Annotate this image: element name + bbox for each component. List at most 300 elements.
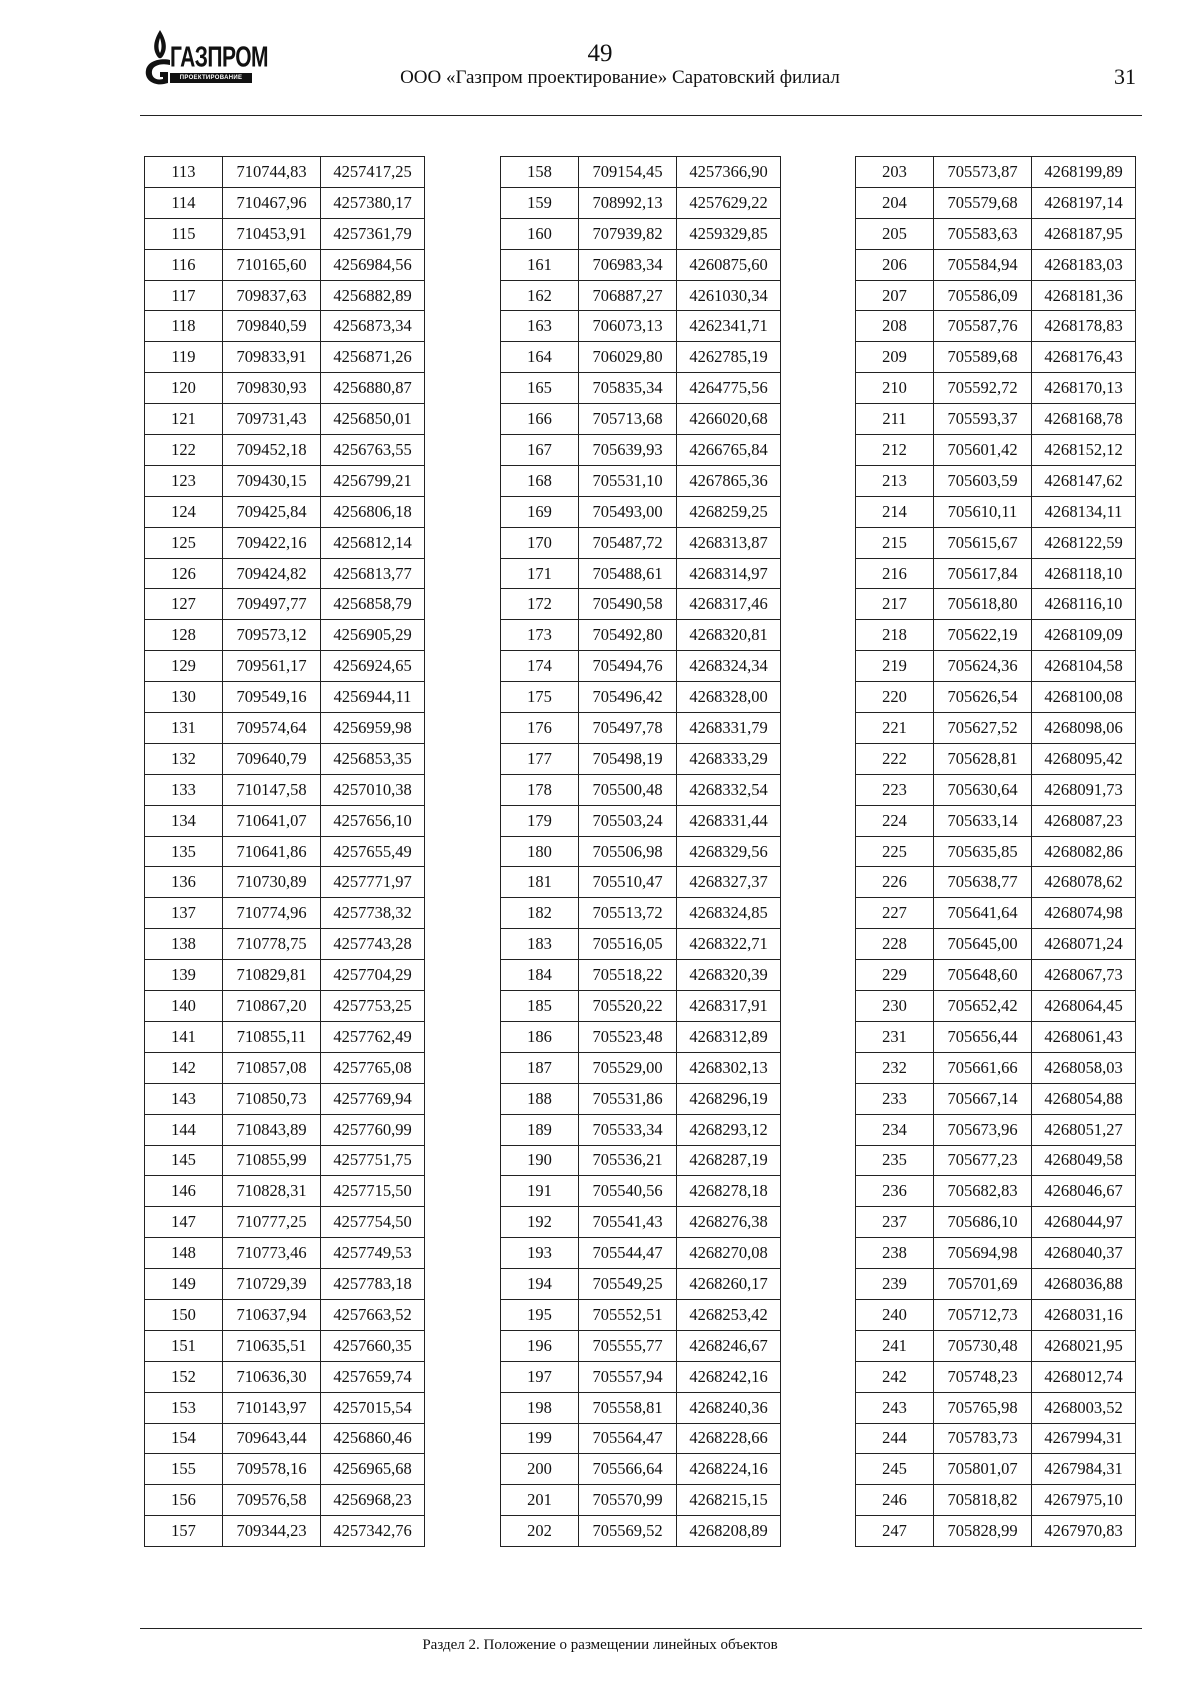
point-number-cell: 157 xyxy=(145,1516,223,1547)
table-row xyxy=(856,280,1136,311)
table-row xyxy=(145,743,425,774)
y-coordinate-cell: 4268183,03 xyxy=(1032,249,1136,280)
x-coordinate-cell: 705628,81 xyxy=(934,743,1032,774)
y-coordinate-cell: 4257753,25 xyxy=(321,991,425,1022)
x-coordinate-cell: 705493,00 xyxy=(579,496,677,527)
point-number-cell: 160 xyxy=(501,218,579,249)
point-number-cell: 223 xyxy=(856,774,934,805)
table-row xyxy=(501,1176,781,1207)
table-row xyxy=(501,187,781,218)
point-number-cell: 183 xyxy=(501,929,579,960)
x-coordinate-cell: 705622,19 xyxy=(934,620,1032,651)
y-coordinate-cell: 4268320,39 xyxy=(677,960,781,991)
gazprom-logo xyxy=(140,28,269,88)
table-row xyxy=(501,805,781,836)
point-number-cell: 219 xyxy=(856,651,934,682)
point-number-cell: 227 xyxy=(856,898,934,929)
y-coordinate-cell: 4268058,03 xyxy=(1032,1052,1136,1083)
x-coordinate-cell: 705639,93 xyxy=(579,435,677,466)
point-number-cell: 185 xyxy=(501,991,579,1022)
point-number-cell: 145 xyxy=(145,1145,223,1176)
point-number-cell: 247 xyxy=(856,1516,934,1547)
y-coordinate-cell: 4256880,87 xyxy=(321,373,425,404)
x-coordinate-cell: 710730,89 xyxy=(223,867,321,898)
point-number-cell: 140 xyxy=(145,991,223,1022)
x-coordinate-cell: 709497,77 xyxy=(223,589,321,620)
y-coordinate-cell: 4266020,68 xyxy=(677,404,781,435)
point-number-cell: 199 xyxy=(501,1423,579,1454)
x-coordinate-cell: 707939,82 xyxy=(579,218,677,249)
x-coordinate-cell: 709422,16 xyxy=(223,527,321,558)
table-row xyxy=(856,805,1136,836)
y-coordinate-cell: 4268324,85 xyxy=(677,898,781,929)
table-row xyxy=(856,1330,1136,1361)
x-coordinate-cell: 705516,05 xyxy=(579,929,677,960)
table-row xyxy=(856,1176,1136,1207)
table-row xyxy=(145,558,425,589)
table-row xyxy=(145,1238,425,1269)
table-row xyxy=(856,836,1136,867)
table-row xyxy=(501,1516,781,1547)
table-row xyxy=(501,620,781,651)
x-coordinate-cell: 705487,72 xyxy=(579,527,677,558)
x-coordinate-cell: 706887,27 xyxy=(579,280,677,311)
table-row xyxy=(856,1238,1136,1269)
y-coordinate-cell: 4268178,83 xyxy=(1032,311,1136,342)
table-row xyxy=(145,311,425,342)
y-coordinate-cell: 4268320,81 xyxy=(677,620,781,651)
point-number-cell: 228 xyxy=(856,929,934,960)
x-coordinate-cell: 710855,11 xyxy=(223,1021,321,1052)
table-row xyxy=(501,836,781,867)
y-coordinate-cell: 4268208,89 xyxy=(677,1516,781,1547)
point-number-cell: 240 xyxy=(856,1299,934,1330)
y-coordinate-cell: 4268215,15 xyxy=(677,1485,781,1516)
x-coordinate-cell: 709549,16 xyxy=(223,682,321,713)
point-number-cell: 146 xyxy=(145,1176,223,1207)
x-coordinate-cell: 705583,63 xyxy=(934,218,1032,249)
point-number-cell: 155 xyxy=(145,1454,223,1485)
table-row xyxy=(856,435,1136,466)
table-row xyxy=(856,991,1136,1022)
point-number-cell: 128 xyxy=(145,620,223,651)
y-coordinate-cell: 4256806,18 xyxy=(321,496,425,527)
point-number-cell: 173 xyxy=(501,620,579,651)
point-number-cell: 180 xyxy=(501,836,579,867)
x-coordinate-cell: 705498,19 xyxy=(579,743,677,774)
x-coordinate-cell: 709424,82 xyxy=(223,558,321,589)
table-row xyxy=(856,1145,1136,1176)
table-row xyxy=(145,496,425,527)
table-row xyxy=(856,960,1136,991)
y-coordinate-cell: 4256873,34 xyxy=(321,311,425,342)
y-coordinate-cell: 4257629,22 xyxy=(677,187,781,218)
y-coordinate-cell: 4268100,08 xyxy=(1032,682,1136,713)
point-number-cell: 221 xyxy=(856,713,934,744)
point-number-cell: 226 xyxy=(856,867,934,898)
y-coordinate-cell: 4257783,18 xyxy=(321,1269,425,1300)
x-coordinate-cell: 705518,22 xyxy=(579,960,677,991)
x-coordinate-cell: 709430,15 xyxy=(223,465,321,496)
y-coordinate-cell: 4266765,84 xyxy=(677,435,781,466)
point-number-cell: 212 xyxy=(856,435,934,466)
point-number-cell: 144 xyxy=(145,1114,223,1145)
y-coordinate-cell: 4257417,25 xyxy=(321,157,425,188)
point-number-cell: 139 xyxy=(145,960,223,991)
table-row xyxy=(145,249,425,280)
table-row xyxy=(856,218,1136,249)
x-coordinate-cell: 710828,31 xyxy=(223,1176,321,1207)
x-coordinate-cell: 709643,44 xyxy=(223,1423,321,1454)
table-row xyxy=(501,1238,781,1269)
table-row xyxy=(501,1299,781,1330)
y-coordinate-cell: 4257366,90 xyxy=(677,157,781,188)
point-number-cell: 236 xyxy=(856,1176,934,1207)
point-number-cell: 246 xyxy=(856,1485,934,1516)
point-number-cell: 187 xyxy=(501,1052,579,1083)
point-number-cell: 175 xyxy=(501,682,579,713)
y-coordinate-cell: 4268061,43 xyxy=(1032,1021,1136,1052)
y-coordinate-cell: 4268116,10 xyxy=(1032,589,1136,620)
x-coordinate-cell: 705510,47 xyxy=(579,867,677,898)
table-row xyxy=(856,311,1136,342)
table-row xyxy=(501,774,781,805)
x-coordinate-cell: 705712,73 xyxy=(934,1299,1032,1330)
x-coordinate-cell: 709344,23 xyxy=(223,1516,321,1547)
x-coordinate-cell: 705615,67 xyxy=(934,527,1032,558)
y-coordinate-cell: 4268049,58 xyxy=(1032,1145,1136,1176)
y-coordinate-cell: 4267994,31 xyxy=(1032,1423,1136,1454)
point-number-cell: 129 xyxy=(145,651,223,682)
y-coordinate-cell: 4268260,17 xyxy=(677,1269,781,1300)
point-number-cell: 220 xyxy=(856,682,934,713)
table-row xyxy=(145,589,425,620)
point-number-cell: 218 xyxy=(856,620,934,651)
y-coordinate-cell: 4268302,13 xyxy=(677,1052,781,1083)
x-coordinate-cell: 710147,58 xyxy=(223,774,321,805)
point-number-cell: 153 xyxy=(145,1392,223,1423)
x-coordinate-cell: 709452,18 xyxy=(223,435,321,466)
table-row xyxy=(856,342,1136,373)
y-coordinate-cell: 4268242,16 xyxy=(677,1361,781,1392)
table-row xyxy=(145,867,425,898)
table-row xyxy=(856,1485,1136,1516)
table-row xyxy=(145,342,425,373)
y-coordinate-cell: 4257361,79 xyxy=(321,218,425,249)
point-number-cell: 189 xyxy=(501,1114,579,1145)
y-coordinate-cell: 4268071,24 xyxy=(1032,929,1136,960)
point-number-cell: 241 xyxy=(856,1330,934,1361)
point-number-cell: 229 xyxy=(856,960,934,991)
y-coordinate-cell: 4256813,77 xyxy=(321,558,425,589)
x-coordinate-cell: 705570,99 xyxy=(579,1485,677,1516)
x-coordinate-cell: 706983,34 xyxy=(579,249,677,280)
x-coordinate-cell: 705549,25 xyxy=(579,1269,677,1300)
x-coordinate-cell: 705618,80 xyxy=(934,589,1032,620)
y-coordinate-cell: 4268098,06 xyxy=(1032,713,1136,744)
point-number-cell: 162 xyxy=(501,280,579,311)
y-coordinate-cell: 4268246,67 xyxy=(677,1330,781,1361)
x-coordinate-cell: 705492,80 xyxy=(579,620,677,651)
table-row xyxy=(501,743,781,774)
point-number-cell: 132 xyxy=(145,743,223,774)
y-coordinate-cell: 4268197,14 xyxy=(1032,187,1136,218)
x-coordinate-cell: 709833,91 xyxy=(223,342,321,373)
point-number-cell: 130 xyxy=(145,682,223,713)
table-row xyxy=(856,1083,1136,1114)
point-number-cell: 192 xyxy=(501,1207,579,1238)
x-coordinate-cell: 710855,99 xyxy=(223,1145,321,1176)
y-coordinate-cell: 4268322,71 xyxy=(677,929,781,960)
table-row xyxy=(856,1516,1136,1547)
coordinates-table-1 xyxy=(144,156,425,1547)
point-number-cell: 125 xyxy=(145,527,223,558)
y-coordinate-cell: 4268082,86 xyxy=(1032,836,1136,867)
y-coordinate-cell: 4268331,44 xyxy=(677,805,781,836)
point-number-cell: 204 xyxy=(856,187,934,218)
x-coordinate-cell: 705584,94 xyxy=(934,249,1032,280)
x-coordinate-cell: 705713,68 xyxy=(579,404,677,435)
table-row xyxy=(145,435,425,466)
x-coordinate-cell: 709573,12 xyxy=(223,620,321,651)
table-row xyxy=(501,898,781,929)
point-number-cell: 181 xyxy=(501,867,579,898)
y-coordinate-cell: 4268259,25 xyxy=(677,496,781,527)
y-coordinate-cell: 4259329,85 xyxy=(677,218,781,249)
x-coordinate-cell: 705496,42 xyxy=(579,682,677,713)
point-number-cell: 182 xyxy=(501,898,579,929)
x-coordinate-cell: 705555,77 xyxy=(579,1330,677,1361)
y-coordinate-cell: 4268313,87 xyxy=(677,527,781,558)
point-number-cell: 224 xyxy=(856,805,934,836)
table-row xyxy=(856,373,1136,404)
table-row xyxy=(856,465,1136,496)
x-coordinate-cell: 705566,64 xyxy=(579,1454,677,1485)
table-row xyxy=(501,713,781,744)
x-coordinate-cell: 705626,54 xyxy=(934,682,1032,713)
table-row xyxy=(856,1454,1136,1485)
y-coordinate-cell: 4256924,65 xyxy=(321,651,425,682)
x-coordinate-cell: 705677,23 xyxy=(934,1145,1032,1176)
y-coordinate-cell: 4268021,95 xyxy=(1032,1330,1136,1361)
table-row xyxy=(501,1330,781,1361)
y-coordinate-cell: 4268187,95 xyxy=(1032,218,1136,249)
y-coordinate-cell: 4268176,43 xyxy=(1032,342,1136,373)
x-coordinate-cell: 705506,98 xyxy=(579,836,677,867)
point-number-cell: 206 xyxy=(856,249,934,280)
table-row xyxy=(501,1114,781,1145)
table-row xyxy=(501,1392,781,1423)
x-coordinate-cell: 705630,64 xyxy=(934,774,1032,805)
point-number-cell: 202 xyxy=(501,1516,579,1547)
x-coordinate-cell: 705667,14 xyxy=(934,1083,1032,1114)
point-number-cell: 237 xyxy=(856,1207,934,1238)
y-coordinate-cell: 4268087,23 xyxy=(1032,805,1136,836)
x-coordinate-cell: 705627,52 xyxy=(934,713,1032,744)
y-coordinate-cell: 4268329,56 xyxy=(677,836,781,867)
point-number-cell: 235 xyxy=(856,1145,934,1176)
point-number-cell: 203 xyxy=(856,157,934,188)
x-coordinate-cell: 710850,73 xyxy=(223,1083,321,1114)
point-number-cell: 124 xyxy=(145,496,223,527)
point-number-cell: 159 xyxy=(501,187,579,218)
x-coordinate-cell: 710857,08 xyxy=(223,1052,321,1083)
y-coordinate-cell: 4256905,29 xyxy=(321,620,425,651)
point-number-cell: 167 xyxy=(501,435,579,466)
point-number-cell: 225 xyxy=(856,836,934,867)
y-coordinate-cell: 4268327,37 xyxy=(677,867,781,898)
y-coordinate-cell: 4268317,46 xyxy=(677,589,781,620)
y-coordinate-cell: 4268091,73 xyxy=(1032,774,1136,805)
table-row xyxy=(856,743,1136,774)
x-coordinate-cell: 709840,59 xyxy=(223,311,321,342)
x-coordinate-cell: 705503,24 xyxy=(579,805,677,836)
y-coordinate-cell: 4268109,09 xyxy=(1032,620,1136,651)
x-coordinate-cell: 705558,81 xyxy=(579,1392,677,1423)
table-row xyxy=(145,1269,425,1300)
point-number-cell: 133 xyxy=(145,774,223,805)
y-coordinate-cell: 4268064,45 xyxy=(1032,991,1136,1022)
point-number-cell: 205 xyxy=(856,218,934,249)
x-coordinate-cell: 710641,07 xyxy=(223,805,321,836)
y-coordinate-cell: 4268168,78 xyxy=(1032,404,1136,435)
point-number-cell: 178 xyxy=(501,774,579,805)
point-number-cell: 147 xyxy=(145,1207,223,1238)
x-coordinate-cell: 705673,96 xyxy=(934,1114,1032,1145)
y-coordinate-cell: 4268078,62 xyxy=(1032,867,1136,898)
point-number-cell: 149 xyxy=(145,1269,223,1300)
point-number-cell: 222 xyxy=(856,743,934,774)
x-coordinate-cell: 705603,59 xyxy=(934,465,1032,496)
x-coordinate-cell: 710143,97 xyxy=(223,1392,321,1423)
y-coordinate-cell: 4268046,67 xyxy=(1032,1176,1136,1207)
table-row xyxy=(501,465,781,496)
y-coordinate-cell: 4268012,74 xyxy=(1032,1361,1136,1392)
y-coordinate-cell: 4267970,83 xyxy=(1032,1516,1136,1547)
x-coordinate-cell: 705573,87 xyxy=(934,157,1032,188)
y-coordinate-cell: 4260875,60 xyxy=(677,249,781,280)
x-coordinate-cell: 706073,13 xyxy=(579,311,677,342)
y-coordinate-cell: 4268051,27 xyxy=(1032,1114,1136,1145)
point-number-cell: 197 xyxy=(501,1361,579,1392)
point-number-cell: 171 xyxy=(501,558,579,589)
point-number-cell: 148 xyxy=(145,1238,223,1269)
point-number-cell: 238 xyxy=(856,1238,934,1269)
point-number-cell: 211 xyxy=(856,404,934,435)
y-coordinate-cell: 4268224,16 xyxy=(677,1454,781,1485)
y-coordinate-cell: 4268054,88 xyxy=(1032,1083,1136,1114)
x-coordinate-cell: 705801,07 xyxy=(934,1454,1032,1485)
x-coordinate-cell: 705488,61 xyxy=(579,558,677,589)
x-coordinate-cell: 710641,86 xyxy=(223,836,321,867)
point-number-cell: 208 xyxy=(856,311,934,342)
point-number-cell: 163 xyxy=(501,311,579,342)
table-row xyxy=(145,280,425,311)
x-coordinate-cell: 709640,79 xyxy=(223,743,321,774)
x-coordinate-cell: 705569,52 xyxy=(579,1516,677,1547)
y-coordinate-cell: 4268293,12 xyxy=(677,1114,781,1145)
coordinates-table-2 xyxy=(500,156,781,1547)
y-coordinate-cell: 4257659,74 xyxy=(321,1361,425,1392)
table-row xyxy=(501,589,781,620)
x-coordinate-cell: 705648,60 xyxy=(934,960,1032,991)
footer-rule xyxy=(140,1628,1142,1629)
x-coordinate-cell: 708992,13 xyxy=(579,187,677,218)
x-coordinate-cell: 710467,96 xyxy=(223,187,321,218)
x-coordinate-cell: 705533,34 xyxy=(579,1114,677,1145)
table-row xyxy=(145,805,425,836)
point-number-cell: 245 xyxy=(856,1454,934,1485)
y-coordinate-cell: 4256853,35 xyxy=(321,743,425,774)
point-number-cell: 168 xyxy=(501,465,579,496)
table-row xyxy=(145,1330,425,1361)
point-number-cell: 193 xyxy=(501,1238,579,1269)
y-coordinate-cell: 4256959,98 xyxy=(321,713,425,744)
point-number-cell: 194 xyxy=(501,1269,579,1300)
y-coordinate-cell: 4268134,11 xyxy=(1032,496,1136,527)
y-coordinate-cell: 4268003,52 xyxy=(1032,1392,1136,1423)
table-row xyxy=(856,1021,1136,1052)
table-row xyxy=(856,157,1136,188)
table-row xyxy=(145,651,425,682)
point-number-cell: 117 xyxy=(145,280,223,311)
table-row xyxy=(501,311,781,342)
table-row xyxy=(145,836,425,867)
y-coordinate-cell: 4268181,36 xyxy=(1032,280,1136,311)
table-row xyxy=(501,1083,781,1114)
table-row xyxy=(501,1052,781,1083)
point-number-cell: 142 xyxy=(145,1052,223,1083)
table-row xyxy=(145,929,425,960)
x-coordinate-cell: 706029,80 xyxy=(579,342,677,373)
point-number-cell: 121 xyxy=(145,404,223,435)
table-row xyxy=(501,280,781,311)
y-coordinate-cell: 4257762,49 xyxy=(321,1021,425,1052)
y-coordinate-cell: 4268328,00 xyxy=(677,682,781,713)
table-row xyxy=(145,527,425,558)
y-coordinate-cell: 4268287,19 xyxy=(677,1145,781,1176)
table-row xyxy=(501,1021,781,1052)
x-coordinate-cell: 705624,36 xyxy=(934,651,1032,682)
x-coordinate-cell: 709830,93 xyxy=(223,373,321,404)
table-row xyxy=(856,929,1136,960)
x-coordinate-cell: 710637,94 xyxy=(223,1299,321,1330)
x-coordinate-cell: 705641,64 xyxy=(934,898,1032,929)
y-coordinate-cell: 4268253,42 xyxy=(677,1299,781,1330)
point-number-cell: 165 xyxy=(501,373,579,404)
y-coordinate-cell: 4268044,97 xyxy=(1032,1207,1136,1238)
x-coordinate-cell: 705765,98 xyxy=(934,1392,1032,1423)
point-number-cell: 116 xyxy=(145,249,223,280)
header-rule xyxy=(140,115,1142,116)
table-row xyxy=(501,651,781,682)
y-coordinate-cell: 4268276,38 xyxy=(677,1207,781,1238)
point-number-cell: 161 xyxy=(501,249,579,280)
table-row xyxy=(856,1207,1136,1238)
x-coordinate-cell: 705835,34 xyxy=(579,373,677,404)
point-number-cell: 210 xyxy=(856,373,934,404)
y-coordinate-cell: 4268331,79 xyxy=(677,713,781,744)
table-row xyxy=(145,1299,425,1330)
table-row xyxy=(856,713,1136,744)
point-number-cell: 158 xyxy=(501,157,579,188)
table-row xyxy=(501,1207,781,1238)
point-number-cell: 120 xyxy=(145,373,223,404)
y-coordinate-cell: 4262785,19 xyxy=(677,342,781,373)
x-coordinate-cell: 709561,17 xyxy=(223,651,321,682)
x-coordinate-cell: 705592,72 xyxy=(934,373,1032,404)
x-coordinate-cell: 705529,00 xyxy=(579,1052,677,1083)
